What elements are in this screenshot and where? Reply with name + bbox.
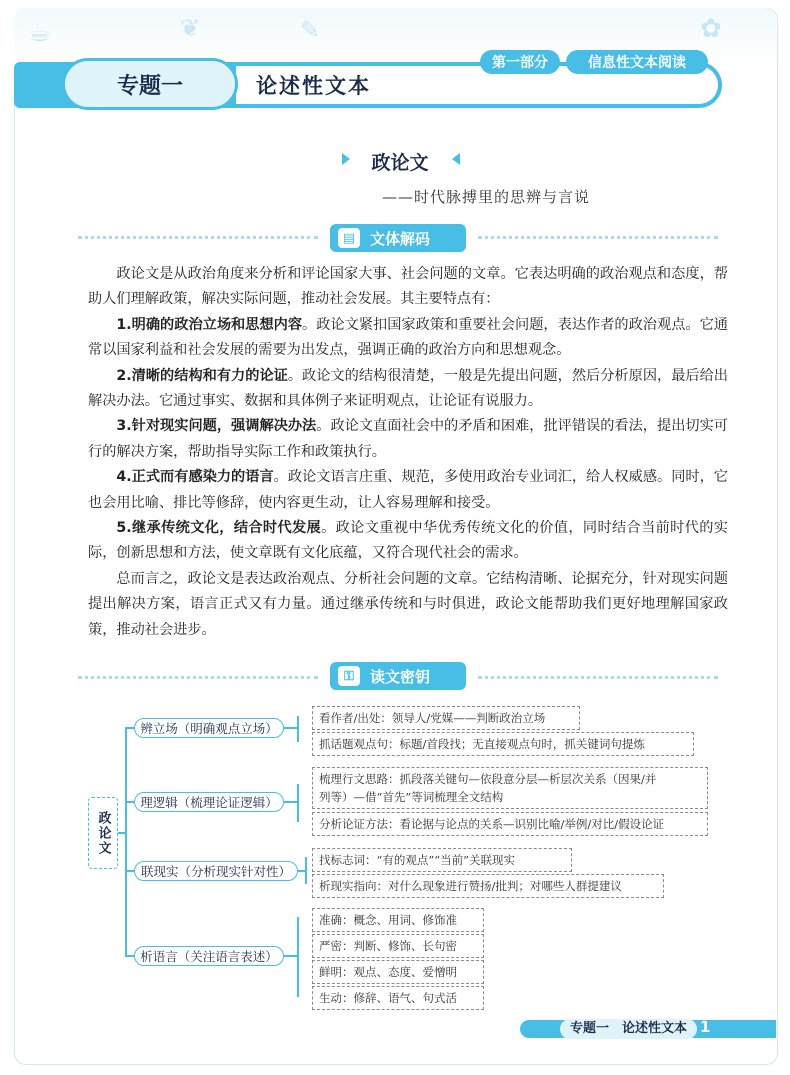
conclusion-paragraph: 总而言之，政论文是表达政治观点、分析社会问题的文章。它结构清晰、论据充分，针对现实问题提出解决方案，语言正式又有力量。通过继承传统和与时俱进，政论文能帮助我们更好地理解国家政策，推动社会进步。 bbox=[88, 570, 728, 638]
connector bbox=[284, 727, 298, 729]
point-text: 。政论文的结构很清楚，一般是先提出问题，然后分析原因，最后给出解决办法。它通过事实、数据和具体例子来证明观点，让论证有说服力。 bbox=[88, 367, 728, 410]
point-paragraph bbox=[88, 414, 728, 465]
branch-stance: 辨立场（明确观点立场） bbox=[134, 718, 284, 738]
connector bbox=[297, 917, 299, 997]
mindmap-root: 政论文 bbox=[88, 797, 118, 869]
connector bbox=[284, 955, 298, 957]
leaf-item: 看作者/出处：领导人/党媒——判断政治立场 bbox=[312, 706, 580, 730]
connector bbox=[305, 857, 307, 884]
section-heading-text: 读文密钥 bbox=[370, 667, 431, 686]
point-heading: 4.正式而有感染力的语言 bbox=[116, 469, 274, 486]
article-title: 政论文 bbox=[371, 152, 429, 174]
leaf-line: 梳理行文思路：抓段落关键句—依段意分层—析层次关系（因果/并 bbox=[319, 772, 657, 786]
leaf-item: 析现实指向：对什么现象进行赞扬/批判；对哪些人群提建议 bbox=[312, 874, 664, 898]
topic-label: 专题一 bbox=[62, 58, 238, 110]
leaf-icon: ❦ bbox=[180, 14, 201, 42]
leaf-item-multi bbox=[312, 767, 708, 809]
connector bbox=[125, 727, 127, 956]
body-text bbox=[88, 262, 728, 643]
page-number: 1 bbox=[700, 1018, 711, 1036]
point-heading: 1.明确的政治立场和思想内容 bbox=[116, 316, 303, 333]
point-text: 。政论文直面社会中的矛盾和困难，批评错误的看法，提出切实可行的解决方案，帮助指导实际工作和政策执行。 bbox=[88, 418, 728, 460]
point-paragraph bbox=[88, 516, 728, 567]
leaf-item: 分析论证方法：看论据与论点的关系—识别比喻/举例/对比/假设论证 bbox=[312, 812, 708, 836]
point-paragraph bbox=[88, 313, 728, 364]
leaf-item: 准确：概念、用词、修饰准 bbox=[312, 908, 484, 932]
connector bbox=[284, 801, 298, 803]
point-text: 。政论文紧扣国家政策和重要社会问题，表达作者的政治观点。它通常以国家利益和社会发展的需要为出发点，强调正确的政治方向和思想观念。 bbox=[88, 316, 728, 359]
bonsai-icon: ✿ bbox=[700, 14, 722, 44]
footer-label: 专题一 论述性文本 bbox=[560, 1019, 697, 1039]
section-heading-text: 文体解码 bbox=[370, 229, 431, 248]
point-text: 。政论文重视中华优秀传统文化的价值，同时结合当前时代的实际，创新思想和方法，使文章既有文化底蕴，又符合现代社会的需求。 bbox=[88, 520, 728, 562]
leaf-line: 列等）—借“首先”等词梳理全文结构 bbox=[319, 790, 504, 804]
leaf-item: 找标志词：“有的观点”“当前”关联现实 bbox=[312, 848, 572, 872]
leaf-item: 鲜明：观点、态度、爱憎明 bbox=[312, 960, 484, 984]
intro-paragraph: 政论文是从政治角度来分析和评论国家大事、社会问题的文章。它表达明确的政治观点和态度，帮助人们理解政策，解决实际问题，推动社会发展。其主要特点有： bbox=[88, 266, 728, 308]
divider-left bbox=[78, 236, 318, 239]
point-paragraph bbox=[88, 364, 728, 415]
article-subtitle: ——时代脉搏里的思辨与言说 bbox=[382, 188, 591, 206]
branch-reality: 联现实（分析现实针对性） bbox=[134, 861, 298, 881]
part-label: 第一部分 bbox=[480, 50, 560, 74]
topic-title: 论述性文本 bbox=[256, 74, 371, 98]
part-title: 信息性文本阅读 bbox=[566, 50, 708, 74]
section-heading-decode bbox=[330, 224, 466, 252]
divider-right-2 bbox=[478, 676, 718, 679]
point-heading: 3.针对现实问题，强调解决办法 bbox=[116, 418, 317, 435]
book-icon: ▤ bbox=[338, 228, 360, 248]
teapot-icon: ☕ bbox=[28, 18, 52, 48]
key-icon: ⚿ bbox=[338, 666, 360, 686]
title-arrow-right-icon bbox=[452, 153, 460, 165]
scroll-icon: ✎ bbox=[300, 16, 321, 44]
point-paragraph bbox=[88, 465, 728, 516]
point-text: 。政论文语言庄重、规范，多使用政治专业词汇，给人权威感。同时，它也会用比喻、排比等修辞，使内容更生动，让人容易理解和接受。 bbox=[88, 469, 728, 511]
branch-logic: 理逻辑（梳理论证逻辑） bbox=[134, 792, 284, 812]
point-heading: 2.清晰的结构和有力的论证 bbox=[116, 367, 288, 384]
leaf-item: 严密：判断、修饰、长句密 bbox=[312, 934, 484, 958]
section-heading-key bbox=[330, 662, 466, 690]
connector bbox=[297, 784, 299, 822]
divider-left-2 bbox=[78, 676, 318, 679]
divider-right bbox=[478, 236, 718, 239]
connector bbox=[297, 716, 299, 742]
point-heading: 5.继承传统文化，结合时代发展 bbox=[116, 520, 322, 537]
leaf-item: 生动：修辞、语气、句式活 bbox=[312, 986, 484, 1010]
branch-language: 析语言（关注语言表述） bbox=[134, 946, 284, 966]
leaf-item: 抓话题观点句：标题/首段找；无直接观点句时，抓关键词句提炼 bbox=[312, 732, 694, 756]
